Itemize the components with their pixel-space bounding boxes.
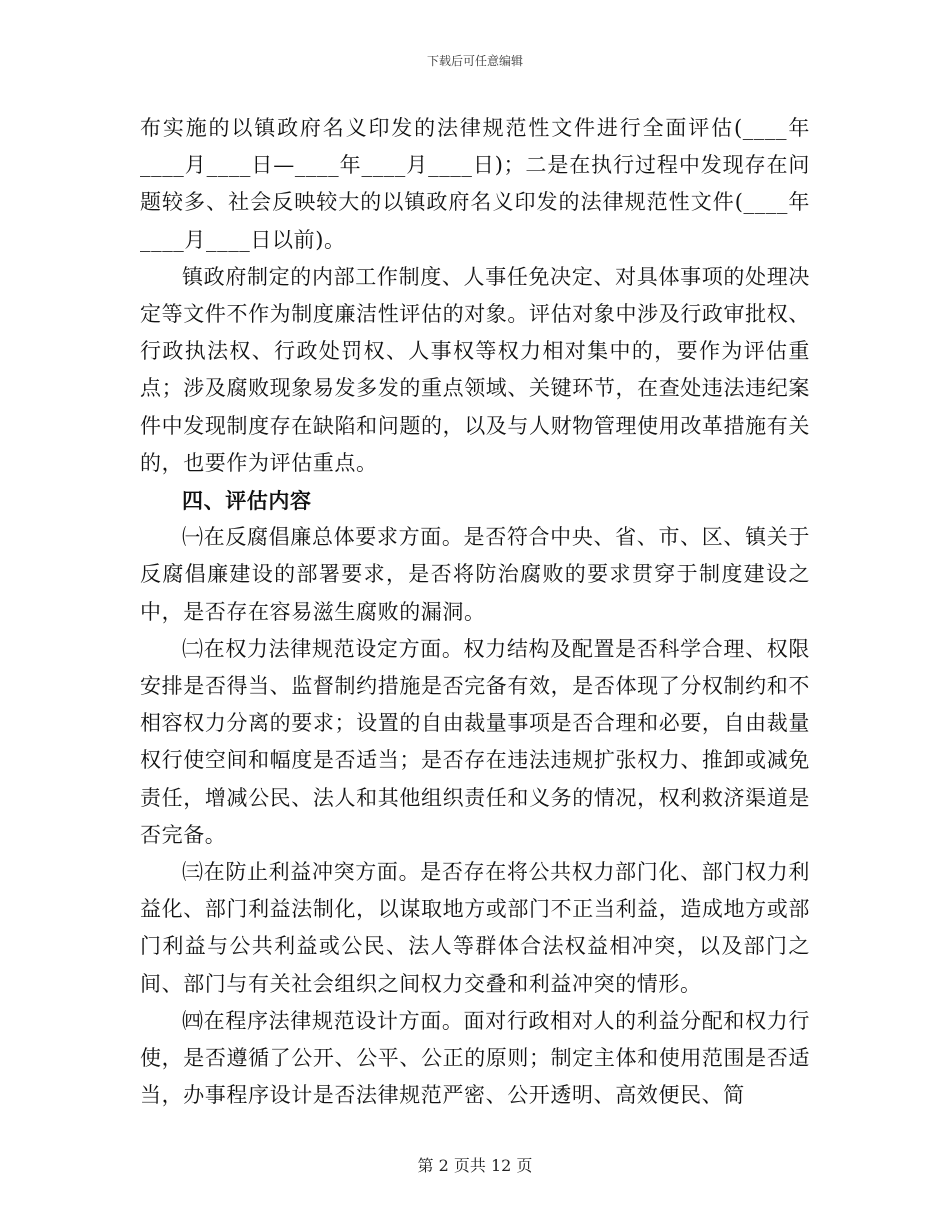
document-body bbox=[140, 110, 810, 1114]
paragraph-procedural-norms: ㈣在程序法律规范设计方面。面对行政相对人的利益分配和权力行使，是否遵循了公开、公平、公正的原则；制定主体和使用范围是否适当，办事程序设计是否法律规范严密、公开透明、高效便民、简 bbox=[140, 1008, 810, 1108]
section-heading-evaluation-content: 四、评估内容 bbox=[182, 488, 312, 514]
page-footer: 第 2 页共 12 页 bbox=[417, 1156, 533, 1175]
paragraph-conflict-of-interest: ㈢在防止利益冲突方面。是否存在将公共权力部门化、部门权力利益化、部门利益法制化，以谋取地方或部门不正当利益，造成地方或部门利益与公共利益或公民、法人等群体合法权益相冲突，以及部门之间、部门与有关社会组织之间权力交叠和利益冲突的情形。 bbox=[140, 860, 810, 996]
page-header: 下载后可任意编辑 bbox=[426, 54, 523, 68]
paragraph-evaluation-scope: 布实施的以镇政府名义印发的法律规范性文件进行全面评估(____年____月____日—____年____月____日)；二是在执行过程中发现存在问题较多、社会反映较大的以镇政府名义印发的法律规范性文件(____年____月____日以前)。 bbox=[140, 116, 810, 252]
paragraph-anti-corruption-requirements: ㈠在反腐倡廉总体要求方面。是否符合中央、省、市、区、镇关于反腐倡廉建设的部署要求，是否将防治腐败的要求贯穿于制度建设之中，是否存在容易滋生腐败的漏洞。 bbox=[140, 525, 810, 624]
paragraph-evaluation-exclusions: 镇政府制定的内部工作制度、人事任免决定、对具体事项的处理决定等文件不作为制度廉洁性评估的对象。评估对象中涉及行政审批权、行政执法权、行政处罚权、人事权等权力相对集中的，要作为评估重点；涉及腐败现象易发多发的重点领域、关键环节，在查处违法违纪案件中发现制度存在缺陷和问题的，以及与人财物管理使用改革措施有关的，也要作为评估重点。 bbox=[140, 264, 810, 475]
paragraph-power-legal-norms: ㈡在权力法律规范设定方面。权力结构及配置是否科学合理、权限安排是否得当、监督制约措施是否完备有效，是否体现了分权制约和不相容权力分离的要求；设置的自由裁量事项是否合理和必要，自由裁量权行使空间和幅度是否适当；是否存在违法违规扩张权力、推卸或减免责任，增减公民、法人和其他组织责任和义务的情况，权利救济渠道是否完备。 bbox=[140, 636, 810, 847]
